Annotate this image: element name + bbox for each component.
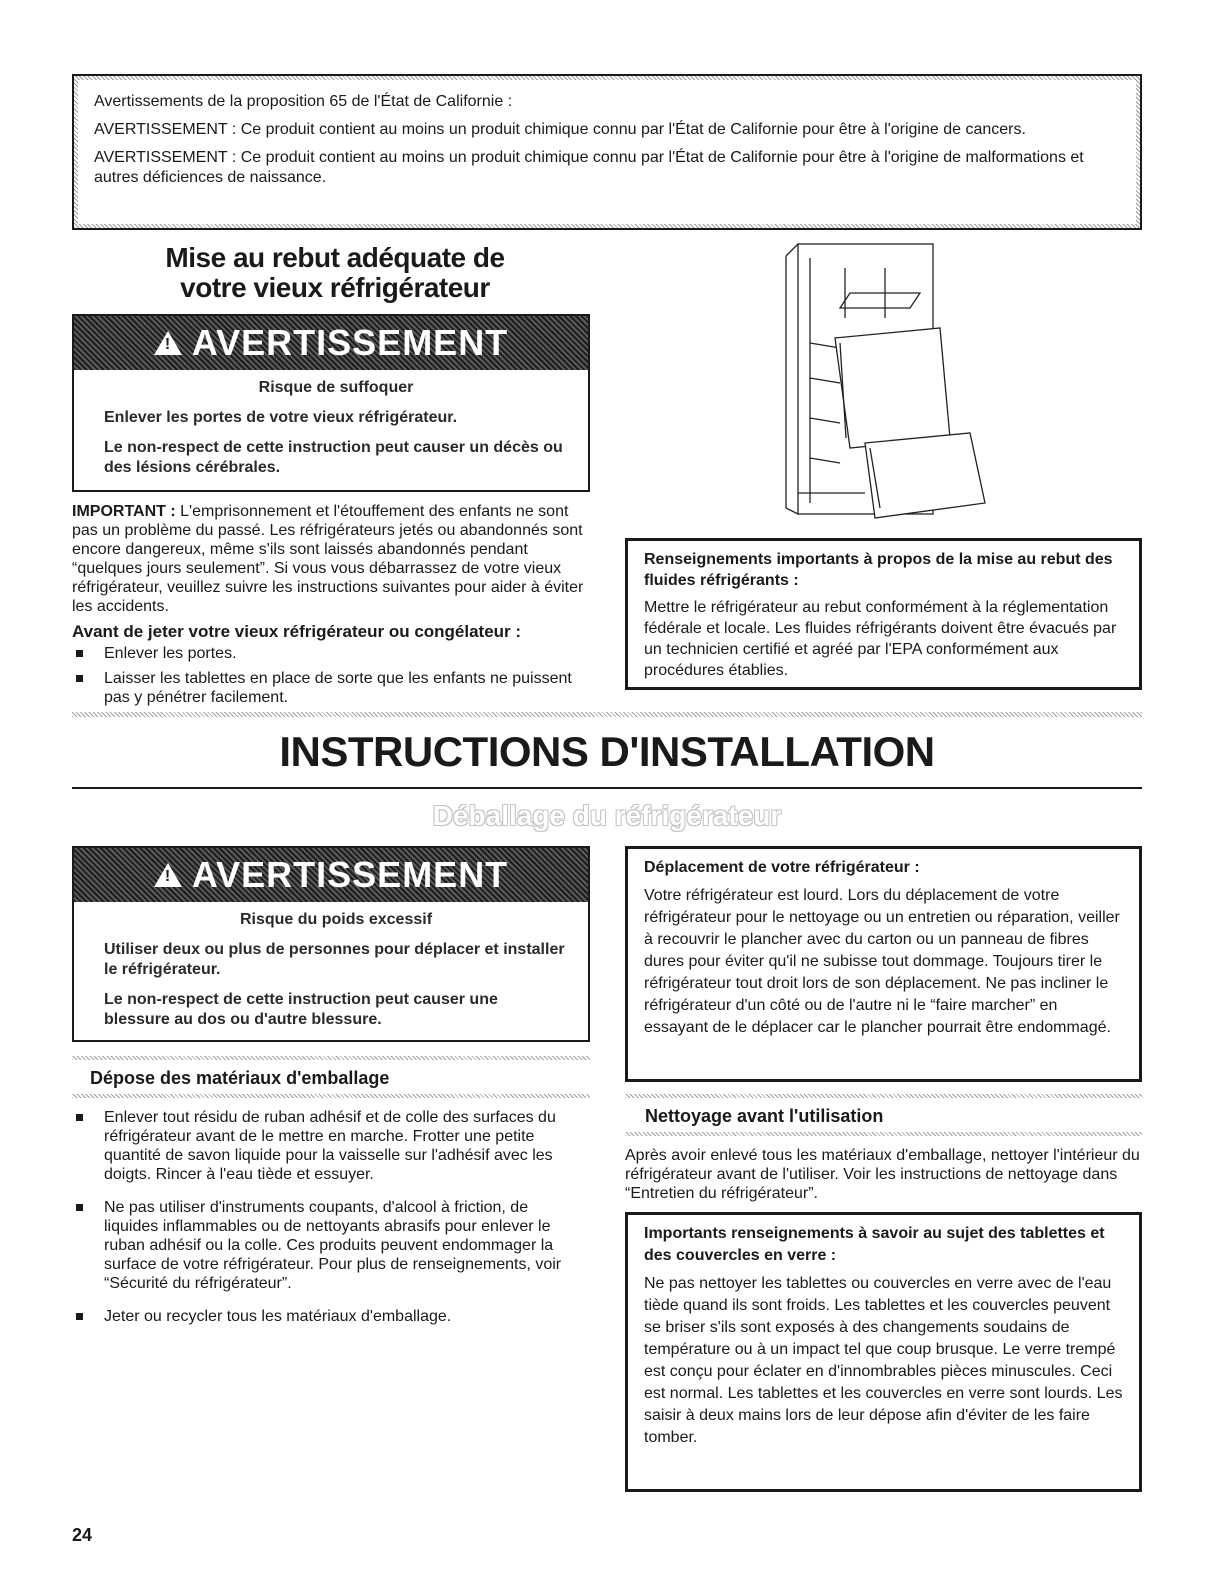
prop65-title: Avertissements de la proposition 65 de l'État de Californie : — [94, 93, 513, 110]
warning-line2: Le non-respect de cette instruction peut causer une blessure au dos ou d'autre blessure. — [104, 991, 498, 1028]
weight-warning-box — [72, 846, 590, 1042]
list-item: Jeter ou recycler tous les matériaux d'emballage. — [72, 1307, 582, 1326]
divider — [72, 1094, 590, 1098]
page-number: 24 — [72, 1525, 93, 1545]
disposal-bullets — [72, 644, 572, 713]
warning-risk: Risque du poids excessif — [239, 911, 433, 928]
cleaning-heading: Nettoyage avant l'utilisation — [645, 1106, 884, 1126]
warning-line2: Le non-respect de cette instruction peut causer un décès ou des lésions cérébrales. — [104, 439, 563, 476]
divider — [625, 1094, 1142, 1098]
warning-line1: Enlever les portes de votre vieux réfrigérateur. — [104, 409, 458, 426]
moving-text: Votre réfrigérateur est lourd. Lors du déplacement de votre réfrigérateur pour le nettoyage ou un entretien ou réparation, veiller à recouvrir le plancher avec du carton ou un panneau de fibres dures pour éviter qu'il ne subisse tout dommage. Toujours tirer le réfrigérateur tout droit lors de son déplacement. Ne pas incliner le réfrigérateur d'un côté ou de l'autre ni le “faire marcher” en essayant de le déplacer car le plancher pourrait être endommagé. — [644, 887, 1120, 1036]
list-item: Ne pas utiliser d'instruments coupants, d'alcool à friction, de liquides inflammables ou de nettoyants abrasifs pour enlever le ruban adhésif ou la colle. Ces produits peuvent endommager la surface de votre réfrigérateur. Pour plus de renseignements, voir “Sécurité du réfrigérateur”. — [72, 1198, 582, 1293]
refrigerant-text: Mettre le réfrigérateur au rebut conformément à la réglementation fédérale et locale. Les fluides réfrigérants doivent être évacués par un technicien certifié et agréé par l'EPA conformément aux procédures établies. — [644, 599, 1117, 679]
refrigerant-info-box — [625, 538, 1142, 690]
glass-heading: Importants renseignements à savoir au sujet des tablettes et des couvercles en verre : — [644, 1225, 1105, 1264]
moving-heading: Déplacement de votre réfrigérateur : — [644, 859, 920, 876]
unpacking-title: Déballage du réfrigérateur — [432, 800, 782, 831]
list-item: Enlever tout résidu de ruban adhésif et de colle des surfaces du réfrigérateur avant de le mettre en marche. Frotter une petite quantité de savon liquide pour la vaisselle sur l'adhésif avec les doigts. Rincer à l'eau tiède et essuyer. — [72, 1108, 582, 1184]
packaging-bullets — [72, 1108, 582, 1332]
warning-triangle-icon: ! — [154, 863, 182, 887]
important-paragraph: IMPORTANT : L'emprisonnement et l'étouffement des enfants ne sont pas un problème du passé. Les réfrigérateurs jetés ou abandonnés sont encore dangereux, même s'ils sont laissés abandonnés pendant “quelques jours seulement”. Si vous vous débarrassez de votre vieux réfrigérateur, veuillez suivre les instructions suivantes pour aider à éviter les accidents. — [72, 503, 584, 615]
warning-triangle-icon: ! — [154, 331, 182, 355]
warning-banner: ! AVERTISSEMENT — [74, 316, 588, 370]
prop65-warning-cancer: AVERTISSEMENT : Ce produit contient au moins un produit chimique connu par l'État de Californie pour être à l'origine de cancers. — [94, 121, 1026, 138]
moving-info-box — [625, 846, 1142, 1082]
list-item: Enlever les portes. — [72, 644, 572, 663]
suffocation-warning-box — [72, 314, 590, 492]
warning-risk: Risque de suffoquer — [258, 379, 414, 396]
list-item: Laisser les tablettes en place de sorte que les enfants ne puissent pas y pénétrer facilement. — [72, 669, 572, 707]
packaging-heading: Dépose des matériaux d'emballage — [90, 1068, 390, 1088]
cleaning-text: Après avoir enlevé tous les matériaux d'emballage, nettoyer l'intérieur du réfrigérateur avant de l'utiliser. Voir les instructions de nettoyage dans “Entretien du réfrigérateur”. — [625, 1147, 1140, 1202]
section-divider — [72, 712, 1142, 717]
refrigerator-doors-removed-illustration — [780, 238, 1000, 528]
glass-info-box — [625, 1212, 1142, 1492]
warning-banner: ! AVERTISSEMENT — [74, 848, 588, 902]
prop65-notice — [72, 74, 1142, 230]
divider — [625, 1132, 1142, 1136]
glass-text: Ne pas nettoyer les tablettes ou couvercles en verre avec de l'eau tiède quand ils sont froids. Les tablettes et les couvercles peuvent se briser s'ils sont exposés à des changements soudains de température ou à un impact tel que coup brusque. Le verre trempé est conçu pour éclater en d'innombrables pièces minuscules. Ceci est normal. Les tablettes et les couvercles en verre sont lourds. Les saisir à deux mains lors de leur dépose afin d'éviter de les faire tomber. — [644, 1275, 1123, 1446]
divider — [72, 1056, 590, 1060]
installation-title: INSTRUCTIONS D'INSTALLATION — [279, 728, 935, 775]
warning-line1: Utiliser deux ou plus de personnes pour déplacer et installer le réfrigérateur. — [104, 941, 565, 978]
disposal-title: Mise au rebut adéquate de votre vieux réfrigérateur — [165, 242, 505, 303]
refrigerant-heading: Renseignements importants à propos de la mise au rebut des fluides réfrigérants : — [644, 551, 1113, 589]
before-disposal-heading: Avant de jeter votre vieux réfrigérateur ou congélateur : — [72, 622, 522, 641]
prop65-warning-birth: AVERTISSEMENT : Ce produit contient au moins un produit chimique connu par l'État de Californie pour être à l'origine de malformations et autres déficiences de naissance. — [94, 149, 1084, 186]
title-rule — [72, 787, 1142, 789]
